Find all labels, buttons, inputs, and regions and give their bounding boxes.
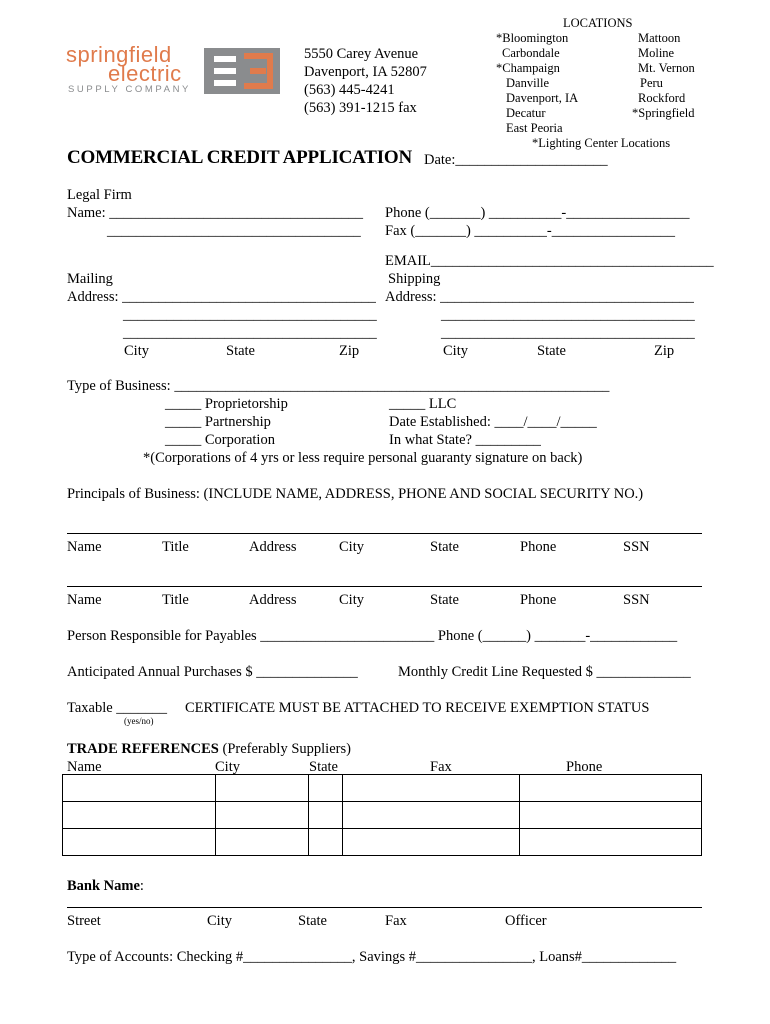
- location-item: Decatur: [506, 106, 546, 120]
- table-cell[interactable]: [215, 829, 308, 856]
- location-item: Danville: [506, 76, 550, 90]
- table-row: [63, 802, 702, 829]
- bank-col-street: Street: [67, 913, 101, 929]
- table-cell[interactable]: [520, 829, 702, 856]
- bank-name-title: Bank Name: [67, 878, 140, 894]
- annual-purchases-field[interactable]: Anticipated Annual Purchases $ ______________: [67, 664, 358, 680]
- mailing-city-label: City: [124, 343, 149, 359]
- table-row: [63, 829, 702, 856]
- location-item: Moline: [638, 46, 675, 60]
- exemption-certificate-note: CERTIFICATE MUST BE ATTACHED TO RECEIVE EXEMPTION STATUS: [185, 700, 650, 716]
- location-item: Mt. Vernon: [638, 61, 695, 75]
- principal-col-phone: Phone: [520, 539, 557, 555]
- taxable-hint: (yes/no): [124, 716, 154, 726]
- principal-col-city: City: [339, 539, 364, 555]
- shipping-label: Shipping: [388, 271, 441, 287]
- location-item: East Peoria: [506, 121, 563, 135]
- lighting-center-note: *Lighting Center Locations: [532, 136, 671, 150]
- principal-col-title: Title: [162, 592, 189, 608]
- shipping-address-field[interactable]: Address: ___________________________________: [385, 289, 694, 305]
- trade-references-subtitle: (Preferably Suppliers): [218, 741, 351, 757]
- shipping-address-line-2[interactable]: ___________________________________: [441, 307, 695, 323]
- principals-label: Principals of Business: (INCLUDE NAME, ADDRESS, PHONE AND SOCIAL SECURITY NO.): [67, 486, 644, 502]
- shipping-city-label: City: [443, 343, 468, 359]
- locations-col-2: [632, 31, 695, 121]
- table-cell[interactable]: [342, 829, 520, 856]
- table-cell[interactable]: [63, 829, 216, 856]
- address-line: (563) 445-4241: [304, 82, 395, 98]
- bank-col-state: State: [298, 913, 327, 929]
- email-field[interactable]: EMAIL_______________________________________: [385, 253, 714, 269]
- trade-col-phone: Phone: [566, 759, 603, 775]
- mailing-zip-label: Zip: [339, 343, 360, 359]
- credit-line-field[interactable]: Monthly Credit Line Requested $ _____________: [398, 664, 691, 680]
- table-cell[interactable]: [342, 775, 520, 802]
- logo-line-3: SUPPLY COMPANY: [68, 84, 191, 95]
- address-line: 5550 Carey Avenue: [304, 46, 419, 62]
- llc-option[interactable]: _____ LLC: [389, 396, 457, 412]
- date-established-field[interactable]: Date Established: ____/____/_____: [389, 414, 597, 430]
- trade-col-city: City: [215, 759, 240, 775]
- logo-mark-icon: [204, 44, 288, 96]
- location-item: Davenport, IA: [506, 91, 579, 105]
- principal-col-address: Address: [249, 592, 297, 608]
- bank-name-label: [67, 877, 144, 895]
- bank-col-city: City: [207, 913, 232, 929]
- table-cell[interactable]: [308, 802, 342, 829]
- fax-field[interactable]: Fax (_______) __________-_________________: [385, 223, 675, 239]
- location-item: Carbondale: [502, 46, 560, 60]
- table-cell[interactable]: [63, 802, 216, 829]
- location-item: Peru: [640, 76, 663, 90]
- bank-line[interactable]: [67, 907, 702, 908]
- table-row: [63, 775, 702, 802]
- corporation-option[interactable]: _____ Corporation: [165, 432, 275, 448]
- table-cell[interactable]: [308, 775, 342, 802]
- table-cell[interactable]: [520, 775, 702, 802]
- principal-col-address: Address: [249, 539, 297, 555]
- partnership-option[interactable]: _____ Partnership: [165, 414, 271, 430]
- trade-references-title: TRADE REFERENCES: [67, 741, 219, 757]
- trade-col-state: State: [309, 759, 338, 775]
- company-address: [304, 45, 427, 117]
- mailing-address-line-3[interactable]: ___________________________________: [123, 325, 377, 341]
- location-item: *Champaign: [496, 61, 560, 75]
- principal-1-line[interactable]: [67, 533, 702, 534]
- logo-line-1: springfield: [66, 42, 172, 67]
- table-cell[interactable]: [215, 775, 308, 802]
- location-item: Rockford: [638, 91, 686, 105]
- principal-col-city: City: [339, 592, 364, 608]
- principal-col-ssn: SSN: [623, 592, 650, 608]
- shipping-address-line-3[interactable]: ___________________________________: [441, 325, 695, 341]
- taxable-field[interactable]: Taxable _______: [67, 700, 168, 716]
- principal-2-line[interactable]: [67, 586, 702, 587]
- page-title: COMMERCIAL CREDIT APPLICATION: [67, 147, 413, 168]
- date-field[interactable]: Date:_____________________: [424, 152, 608, 168]
- address-line: (563) 391-1215 fax: [304, 100, 417, 116]
- table-cell[interactable]: [215, 802, 308, 829]
- corporation-guaranty-note: *(Corporations of 4 yrs or less require personal guaranty signature on back): [143, 450, 583, 466]
- shipping-state-label: State: [537, 343, 566, 359]
- principal-col-name: Name: [67, 592, 102, 608]
- table-cell[interactable]: [63, 775, 216, 802]
- location-item: *Springfield: [632, 106, 695, 120]
- table-cell[interactable]: [342, 802, 520, 829]
- bank-col-officer: Officer: [505, 913, 547, 929]
- principal-col-name: Name: [67, 539, 102, 555]
- phone-field[interactable]: Phone (_______) __________-_________________: [385, 205, 690, 221]
- business-type-field[interactable]: Type of Business: ____________________________________________________________: [67, 378, 610, 394]
- table-cell[interactable]: [308, 829, 342, 856]
- principal-col-state: State: [430, 592, 459, 608]
- table-cell[interactable]: [520, 802, 702, 829]
- principal-col-title: Title: [162, 539, 189, 555]
- mailing-label: Mailing: [67, 271, 113, 287]
- account-types-field[interactable]: Type of Accounts: Checking #_______________, Savings #________________, Loans#_____________: [67, 949, 677, 965]
- payables-field[interactable]: Person Responsible for Payables ________________________ Phone (______) _______-____________: [67, 628, 678, 644]
- firm-name-field-2[interactable]: ___________________________________: [107, 223, 361, 239]
- mailing-state-label: State: [226, 343, 255, 359]
- shipping-zip-label: Zip: [654, 343, 675, 359]
- locations-col-1: [496, 31, 578, 136]
- firm-name-field[interactable]: Name: ___________________________________: [67, 205, 364, 221]
- location-item: Mattoon: [638, 31, 681, 45]
- mailing-address-line-2[interactable]: ___________________________________: [123, 307, 377, 323]
- principal-col-ssn: SSN: [623, 539, 650, 555]
- location-item: *Bloomington: [496, 31, 569, 45]
- mailing-address-field[interactable]: Address: ___________________________________: [67, 289, 376, 305]
- trade-col-name: Name: [67, 759, 102, 775]
- proprietorship-option[interactable]: _____ Proprietorship: [165, 396, 288, 412]
- address-line: Davenport, IA 52807: [304, 64, 427, 80]
- trade-col-fax: Fax: [430, 759, 452, 775]
- incorporation-state-field[interactable]: In what State? _________: [389, 432, 541, 448]
- logo-line-2: electric: [108, 61, 182, 86]
- company-logo: [66, 44, 286, 96]
- principal-col-state: State: [430, 539, 459, 555]
- bank-name-colon: :: [139, 878, 144, 894]
- legal-firm-label: Legal Firm: [67, 187, 132, 203]
- principal-col-phone: Phone: [520, 592, 557, 608]
- trade-references-table: [62, 774, 702, 856]
- bank-col-fax: Fax: [385, 913, 407, 929]
- trade-references-heading: [67, 740, 351, 758]
- locations-heading: LOCATIONS: [563, 16, 633, 30]
